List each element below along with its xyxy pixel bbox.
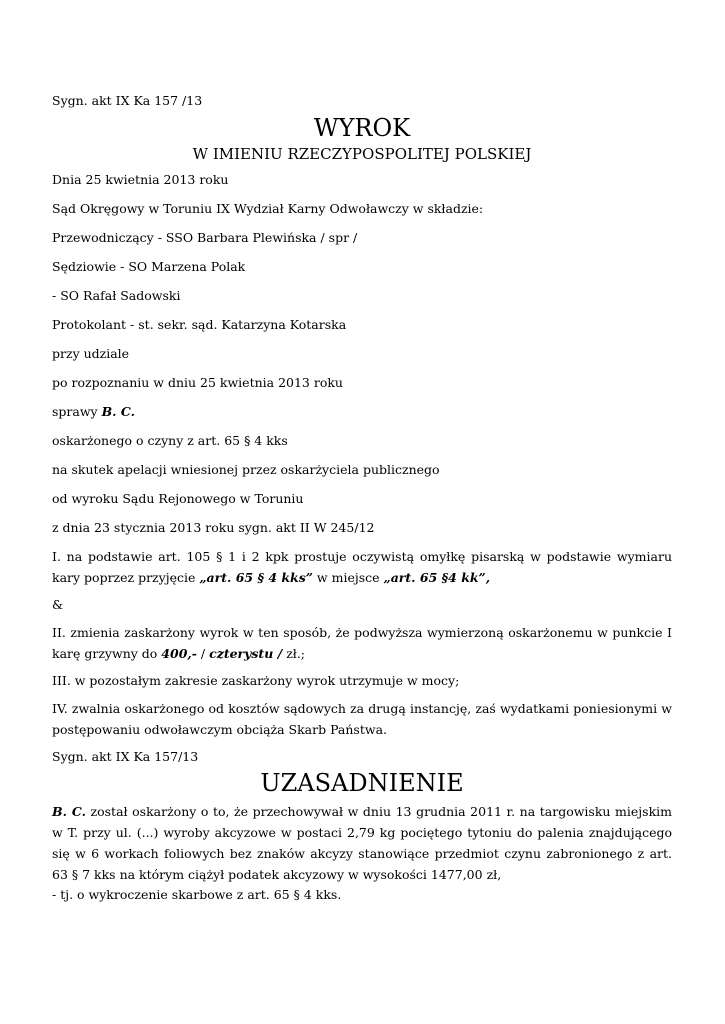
- point-1-text: I. na podstawie art. 105 § 1 i 2 kpk prostuje oczywistą omyłkę pisarską w podstawie wymiaru kary poprzez przyjęcie: [52, 549, 672, 585]
- ampersand: &: [52, 597, 64, 612]
- case-signature: Sygn. akt IX Ka 157 /13: [52, 93, 203, 108]
- case-prefix: sprawy: [52, 404, 102, 419]
- hearing-date: po rozpoznaniu w dniu 25 kwietnia 2013 roku: [52, 375, 343, 390]
- justification-title: UZASADNIENIE: [260, 769, 464, 797]
- point-2-mid: /: [196, 646, 210, 661]
- justification-paragraph-1-text: został oskarżony o to, że przechowywał w dniu 13 grudnia 2011 r. na targowisku miejskim w T. przy ul. (...) wyroby akcyzowe w postaci 2,79 kg pociętego tytoniu do palenia znajdującego się w 6 workach foliowych bez znaków akcyzy stanowiące przedmiot czynu zabronionego z art. 63 § 7 kks na którym ciążył podatek akcyzowy w wysokości 1477,00 zł,: [52, 804, 672, 882]
- point-1: [52, 546, 672, 588]
- lower-court-date: z dnia 23 stycznia 2013 roku sygn. akt II W 245/12: [52, 520, 375, 535]
- point-2-bold-1: 400,-: [161, 646, 197, 661]
- point-2: [52, 622, 672, 664]
- court-composition: Sąd Okręgowy w Toruniu IX Wydział Karny Odwoławczy w składzie:: [52, 201, 484, 216]
- lower-court-judgment: od wyroku Sądu Rejonowego w Toruniu: [52, 491, 304, 506]
- point-4: IV. zwalnia oskarżonego od kosztów sądowych za drugą instancję, zaś wydatkami poniesionymi w postępowaniu odwoławczym obciąża Skarb Państwa.: [52, 701, 672, 737]
- point-2-text: II. zmienia zaskarżony wyrok w ten sposób, że podwyższa wymierzoną oskarżonemu w punkcie I karę grzywny do: [52, 625, 672, 661]
- case-line: [52, 401, 672, 422]
- point-1-bold-1: „art. 65 § 4 kks”: [199, 570, 313, 585]
- point-1-mid: w miejsce: [312, 570, 384, 585]
- judgment-title: WYROK: [313, 114, 411, 142]
- charges: oskarżonego o czyny z art. 65 § 4 kks: [52, 433, 288, 448]
- presiding-judge: Przewodniczący - SSO Barbara Plewińska / spr /: [52, 230, 358, 245]
- defendant-name: B. C.: [101, 404, 135, 419]
- judgment-date: Dnia 25 kwietnia 2013 roku: [52, 172, 229, 187]
- judges: Sędziowie - SO Marzena Polak: [52, 259, 246, 274]
- second-judge: - SO Rafał Sadowski: [52, 288, 181, 303]
- point-1-bold-2: „art. 65 §4 kk”,: [383, 570, 491, 585]
- participation: przy udziale: [52, 346, 130, 361]
- justification-paragraph-1: [52, 801, 672, 885]
- justification-paragraph-2: - tj. o wykroczenie skarbowe z art. 65 § 4 kks.: [52, 887, 342, 902]
- point-3: III. w pozostałym zakresie zaskarżony wyrok utrzymuje w mocy;: [52, 673, 460, 688]
- appeal-line: na skutek apelacji wniesionej przez oskarżyciela publicznego: [52, 462, 440, 477]
- justification-defendant: B. C.: [52, 804, 86, 819]
- point-2-end: zł.;: [282, 646, 306, 661]
- judgment-subtitle: W IMIENIU RZECZYPOSPOLITEJ POLSKIEJ: [192, 145, 532, 163]
- point-2-bold-2: czterystu /: [209, 646, 283, 661]
- justification-signature: Sygn. akt IX Ka 157/13: [52, 749, 199, 764]
- court-clerk: Protokolant - st. sekr. sąd. Katarzyna Kotarska: [52, 317, 347, 332]
